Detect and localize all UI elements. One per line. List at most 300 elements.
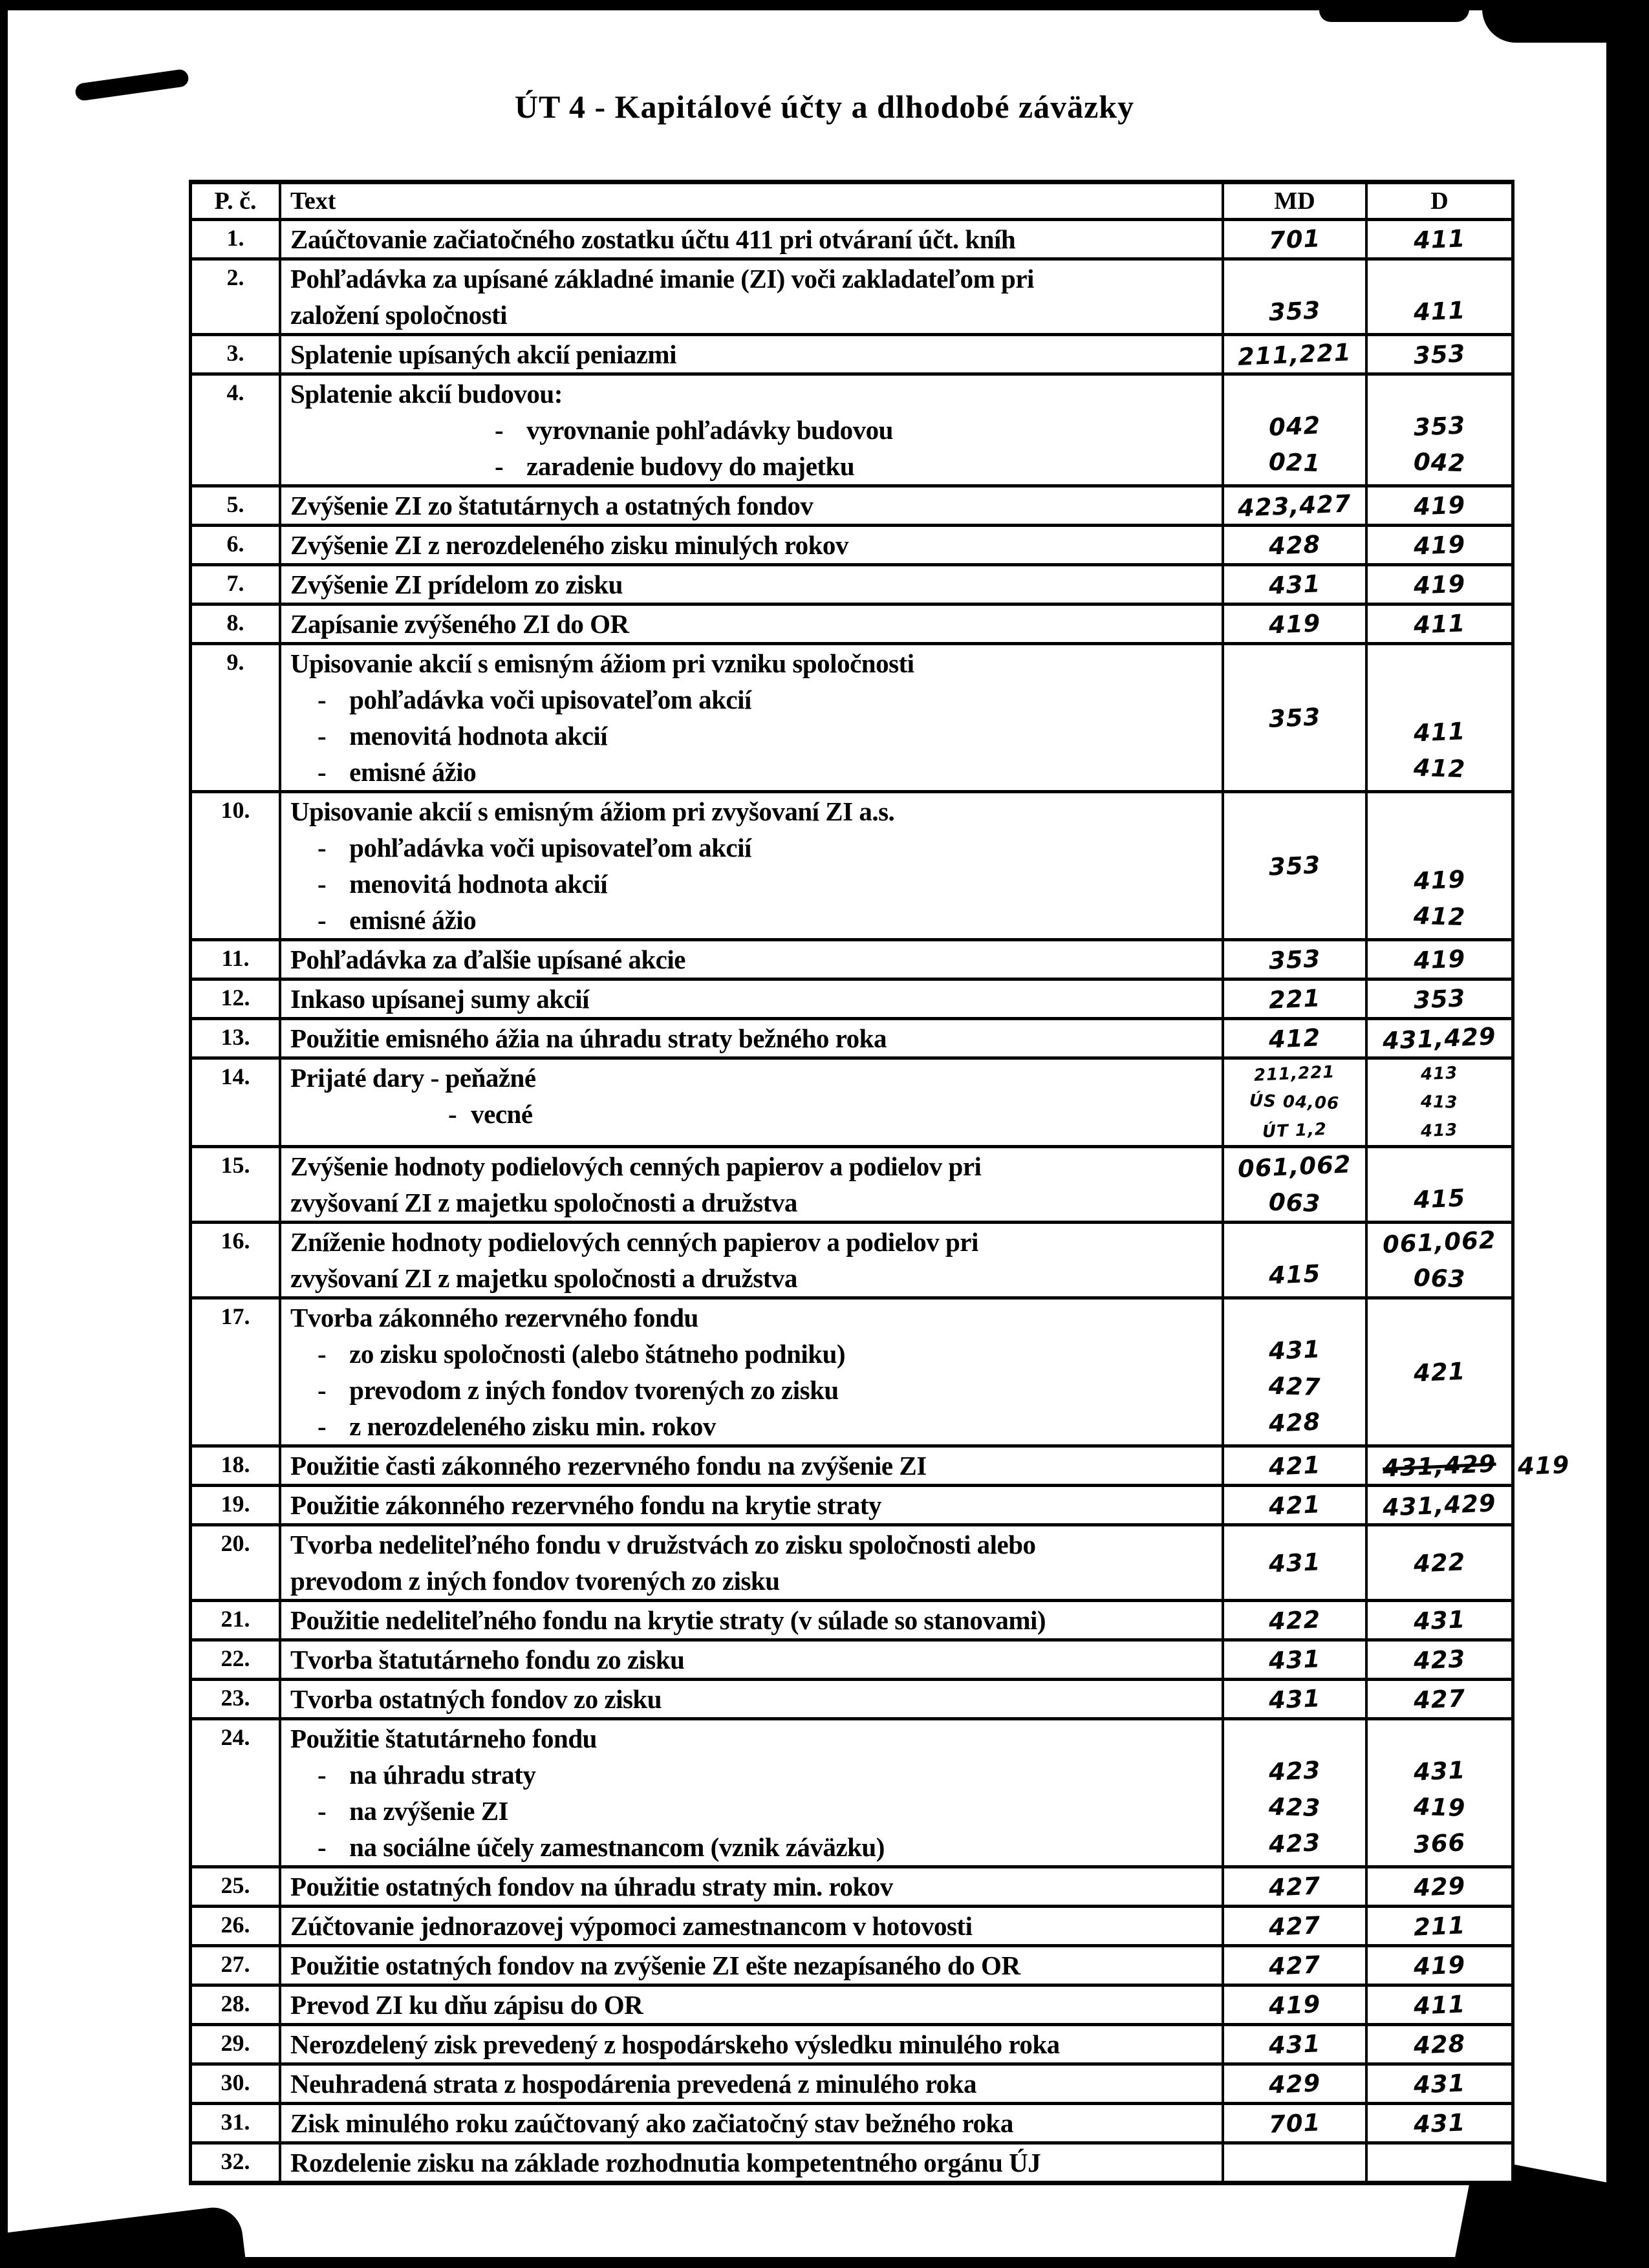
md-value: 415 bbox=[1267, 1259, 1322, 1290]
d-value: 419 bbox=[1412, 864, 1467, 895]
md-value: 429 bbox=[1267, 2068, 1322, 2099]
d-value: 422 bbox=[1412, 1547, 1467, 1578]
d-cell bbox=[1368, 645, 1511, 790]
d-value: 366 bbox=[1412, 1828, 1467, 1859]
row-number: 19. bbox=[192, 1487, 281, 1523]
table-row bbox=[192, 1526, 1511, 1602]
table-row bbox=[192, 376, 1511, 487]
text-line-content: Zúčtovanie jednorazovej výpomoci zamestnancom v hotovosti bbox=[290, 1910, 973, 1941]
d-cell bbox=[1368, 1642, 1511, 1678]
d-cell bbox=[1368, 566, 1511, 603]
text-line-content: Pohľadávka za upísané základné imanie (ZI) voči zakladateľom pri bbox=[290, 263, 1034, 294]
d-cell bbox=[1368, 221, 1511, 257]
text-line bbox=[281, 412, 1216, 448]
row-text-cell bbox=[281, 1908, 1224, 1944]
header-d: D bbox=[1430, 187, 1449, 215]
table-row bbox=[192, 2145, 1511, 2181]
table-row bbox=[192, 1060, 1511, 1148]
md-value: 427 bbox=[1267, 1950, 1322, 1981]
d-cell bbox=[1368, 487, 1511, 524]
d-cell bbox=[1368, 1487, 1511, 1523]
md-value: 427 bbox=[1267, 1871, 1322, 1902]
text-line-content: prevodom z iných fondov tvorených zo zisku bbox=[290, 1565, 780, 1596]
row-text-cell bbox=[281, 2145, 1224, 2181]
d-value: 061,062 bbox=[1382, 1225, 1497, 1259]
text-line-content: emisné ážio bbox=[349, 904, 477, 935]
text-line-content: Zisk minulého roku zaúčtovaný ako začiatočný stav bežného roka bbox=[290, 2108, 1013, 2138]
text-line bbox=[281, 2066, 1216, 2102]
text-line bbox=[281, 1720, 1216, 1757]
row-number: 22. bbox=[192, 1642, 281, 1678]
row-text-cell bbox=[281, 1947, 1224, 1984]
md-value: 431 bbox=[1267, 2029, 1322, 2060]
md-value: 431 bbox=[1267, 569, 1322, 600]
text-line-content: zvyšovaní ZI z majetku spoločnosti a družstva bbox=[290, 1187, 797, 1217]
text-line-content: pohľadávka voči upisovateľom akcií bbox=[349, 684, 751, 714]
text-line-content: Zapísanie zvýšeného ZI do OR bbox=[290, 608, 629, 639]
md-value: 221 bbox=[1267, 983, 1322, 1014]
d-value: 431 bbox=[1412, 1605, 1467, 1636]
table-row bbox=[192, 1148, 1511, 1224]
text-line bbox=[281, 2145, 1216, 2181]
md-cell bbox=[1224, 2026, 1368, 2062]
d-value: 431,429 bbox=[1382, 1449, 1497, 1482]
md-cell bbox=[1224, 1148, 1368, 1221]
text-line bbox=[281, 981, 1216, 1017]
md-value: 061,062 bbox=[1237, 1150, 1352, 1183]
text-line-content: z nerozdeleného zisku min. rokov bbox=[349, 1411, 716, 1441]
table-row bbox=[192, 2026, 1511, 2066]
d-value: 412 bbox=[1413, 901, 1466, 931]
row-text-cell bbox=[281, 1642, 1224, 1678]
row-number: 24. bbox=[192, 1720, 281, 1865]
row-number: 30. bbox=[192, 2066, 281, 2102]
table-row bbox=[192, 606, 1511, 645]
d-value: 419 bbox=[1412, 490, 1467, 521]
text-line bbox=[281, 1336, 1216, 1372]
accounts-table bbox=[189, 180, 1570, 2185]
row-number: 18. bbox=[192, 1448, 281, 1484]
row-text-cell bbox=[281, 1681, 1224, 1717]
table-row bbox=[192, 1947, 1511, 1987]
text-line-content: Zvýšenie hodnoty podielových cenných papierov a podielov pri bbox=[290, 1151, 982, 1181]
md-cell bbox=[1224, 941, 1368, 978]
scan-edge-left bbox=[0, 0, 8, 2268]
row-text-cell bbox=[281, 336, 1224, 372]
text-line-content: vecné bbox=[471, 1098, 533, 1129]
row-number: 28. bbox=[192, 1987, 281, 2023]
table-row bbox=[192, 221, 1511, 261]
row-number: 1. bbox=[192, 221, 281, 257]
d-value: 042 bbox=[1413, 447, 1466, 477]
row-text-cell bbox=[281, 487, 1224, 524]
text-line-content: Prevod ZI ku dňu zápisu do OR bbox=[290, 1989, 643, 2020]
md-cell bbox=[1224, 2066, 1368, 2102]
d-cell bbox=[1368, 1224, 1511, 1296]
text-line bbox=[281, 221, 1216, 257]
text-line bbox=[281, 902, 1216, 938]
text-line bbox=[281, 1642, 1216, 1678]
text-line-content: emisné ážio bbox=[349, 756, 477, 787]
d-value: 431 bbox=[1412, 2068, 1467, 2099]
row-text-cell bbox=[281, 1526, 1224, 1599]
text-line-content: zaradenie budovy do majetku bbox=[526, 451, 855, 481]
text-line bbox=[281, 718, 1216, 754]
table-row bbox=[192, 793, 1511, 941]
text-line bbox=[281, 376, 1216, 412]
text-line bbox=[281, 1448, 1216, 1484]
table-row bbox=[192, 1868, 1511, 1908]
d-cell bbox=[1368, 2145, 1511, 2181]
text-line-content: Použitie štatutárneho fondu bbox=[290, 1723, 597, 1753]
text-line-content: Upisovanie akcií s emisným ážiom pri vzniku spoločnosti bbox=[290, 648, 914, 678]
row-text-cell bbox=[281, 2066, 1224, 2102]
header-num: P. č. bbox=[192, 184, 281, 218]
md-value: 431 bbox=[1267, 1644, 1322, 1675]
d-cell bbox=[1368, 941, 1511, 978]
md-value: 021 bbox=[1268, 447, 1321, 477]
table-row bbox=[192, 261, 1511, 336]
md-value: 701 bbox=[1267, 2108, 1322, 2139]
table-row bbox=[192, 2066, 1511, 2105]
md-value: 421 bbox=[1267, 1450, 1322, 1481]
row-number: 31. bbox=[192, 2105, 281, 2141]
text-line-content: vyrovnanie pohľadávky budovou bbox=[526, 414, 893, 445]
d-cell bbox=[1368, 1720, 1511, 1865]
d-cell bbox=[1368, 2105, 1511, 2141]
row-text-cell bbox=[281, 1060, 1224, 1145]
md-cell bbox=[1224, 1448, 1368, 1484]
table-row bbox=[192, 336, 1511, 376]
row-number: 17. bbox=[192, 1300, 281, 1444]
bullet-dash: - bbox=[318, 1832, 327, 1862]
row-text-cell bbox=[281, 2026, 1224, 2062]
text-line-content: Použitie ostatných fondov na zvýšenie ZI ešte nezapísaného do OR bbox=[290, 1950, 1020, 1980]
md-cell bbox=[1224, 566, 1368, 603]
table-row bbox=[192, 981, 1511, 1020]
d-cell bbox=[1368, 606, 1511, 642]
d-value: 428 bbox=[1412, 2029, 1467, 2060]
row-number: 7. bbox=[192, 566, 281, 603]
d-value: 412 bbox=[1413, 753, 1466, 783]
row-text-cell bbox=[281, 376, 1224, 484]
md-value: 428 bbox=[1267, 1407, 1322, 1438]
text-line bbox=[281, 1829, 1216, 1865]
text-line bbox=[281, 866, 1216, 902]
text-line bbox=[281, 793, 1216, 829]
table-header-row bbox=[192, 184, 1511, 221]
row-number: 12. bbox=[192, 981, 281, 1017]
row-number: 20. bbox=[192, 1526, 281, 1599]
md-value: 431 bbox=[1267, 1684, 1322, 1715]
row-text-cell bbox=[281, 1602, 1224, 1638]
d-value: 423 bbox=[1412, 1644, 1467, 1675]
md-value: 422 bbox=[1267, 1605, 1322, 1636]
text-line-content: na sociálne účely zamestnancom (vznik záväzku) bbox=[349, 1832, 885, 1862]
row-number: 8. bbox=[192, 606, 281, 642]
text-line-content: založení spoločnosti bbox=[290, 299, 508, 330]
text-line-content: Neuhradená strata z hospodárenia prevedená z minulého roka bbox=[290, 2068, 976, 2099]
table-row bbox=[192, 645, 1511, 793]
text-line-content: Pohľadávka za ďalšie upísané akcie bbox=[290, 944, 685, 974]
md-cell bbox=[1224, 645, 1368, 790]
text-line bbox=[281, 829, 1216, 866]
scan-edge-top-bump bbox=[1319, 0, 1469, 22]
text-line bbox=[281, 1526, 1216, 1563]
md-cell bbox=[1224, 1602, 1368, 1638]
text-line-content: Tvorba ostatných fondov zo zisku bbox=[290, 1684, 662, 1714]
text-line-content: Splatenie akcií budovou: bbox=[290, 378, 563, 409]
row-number: 11. bbox=[192, 941, 281, 978]
text-line-content: Použitie emisného ážia na úhradu straty bežného roka bbox=[290, 1023, 887, 1053]
md-value: 353 bbox=[1267, 850, 1322, 881]
row-number: 15. bbox=[192, 1148, 281, 1221]
text-line bbox=[281, 297, 1216, 333]
text-line bbox=[281, 336, 1216, 372]
d-cell bbox=[1368, 2066, 1511, 2102]
row-number: 2. bbox=[192, 261, 281, 333]
table-row bbox=[192, 1224, 1511, 1300]
text-line-content: Inkaso upísanej sumy akcií bbox=[290, 983, 590, 1014]
row-number: 27. bbox=[192, 1947, 281, 1984]
text-line bbox=[281, 1868, 1216, 1905]
table-row bbox=[192, 2105, 1511, 2145]
bullet-dash: - bbox=[318, 720, 327, 751]
row-text-cell bbox=[281, 1448, 1224, 1484]
row-text-cell bbox=[281, 793, 1224, 938]
table-row bbox=[192, 1720, 1511, 1868]
d-value: 431,429 bbox=[1382, 1022, 1497, 1055]
text-line bbox=[281, 1757, 1216, 1793]
bullet-dash: - bbox=[318, 832, 327, 862]
d-cell bbox=[1368, 1020, 1511, 1056]
text-line bbox=[281, 1260, 1216, 1296]
md-value: 423 bbox=[1267, 1828, 1322, 1859]
text-line bbox=[281, 1602, 1216, 1638]
d-cell bbox=[1368, 1602, 1511, 1638]
text-line bbox=[281, 681, 1216, 718]
row-number: 13. bbox=[192, 1020, 281, 1056]
d-cell bbox=[1368, 1526, 1511, 1599]
d-value: 413 bbox=[1420, 1063, 1459, 1085]
row-text-cell bbox=[281, 1987, 1224, 2023]
row-text-cell bbox=[281, 981, 1224, 1017]
md-cell bbox=[1224, 527, 1368, 563]
text-line-content: Tvorba štatutárneho fondu zo zisku bbox=[290, 1644, 685, 1674]
md-cell bbox=[1224, 261, 1368, 333]
scan-edge-right bbox=[1606, 0, 1649, 2268]
text-line bbox=[281, 1947, 1216, 1984]
table-row bbox=[192, 1487, 1511, 1526]
md-value: 427 bbox=[1267, 1910, 1322, 1942]
bullet-dash: - bbox=[318, 1795, 327, 1826]
d-cell bbox=[1368, 1908, 1511, 1944]
row-text-cell bbox=[281, 606, 1224, 642]
md-cell bbox=[1224, 1300, 1368, 1444]
text-line bbox=[281, 941, 1216, 978]
text-line-content: Zníženie hodnoty podielových cenných papierov a podielov pri bbox=[290, 1226, 978, 1257]
d-cell bbox=[1368, 1681, 1511, 1717]
d-value: 431,429 bbox=[1382, 1488, 1497, 1522]
d-value: 413 bbox=[1420, 1092, 1459, 1113]
text-line-content: Použitie časti zákonného rezervného fondu na zvýšenie ZI bbox=[290, 1450, 927, 1481]
row-number: 6. bbox=[192, 527, 281, 563]
md-value: 431 bbox=[1267, 1547, 1322, 1578]
table-row bbox=[192, 941, 1511, 981]
d-value: 415 bbox=[1412, 1183, 1467, 1214]
text-line-content: Prijaté dary - peňažné bbox=[290, 1062, 536, 1093]
d-value: 419 bbox=[1412, 530, 1467, 561]
row-text-cell bbox=[281, 1868, 1224, 1905]
text-line bbox=[281, 1563, 1216, 1599]
text-line bbox=[281, 1020, 1216, 1056]
d-correction-note: 419 bbox=[1517, 1451, 1570, 1481]
bullet-dash: - bbox=[495, 451, 504, 481]
md-value: 701 bbox=[1267, 224, 1322, 255]
d-cell bbox=[1368, 1947, 1511, 1984]
text-line bbox=[281, 1408, 1216, 1444]
text-line-content: Rozdelenie zisku na základe rozhodnutia kompetentného orgánu ÚJ bbox=[290, 2147, 1041, 2177]
d-value: 429 bbox=[1412, 1871, 1467, 1902]
md-cell bbox=[1224, 606, 1368, 642]
md-value: 353 bbox=[1267, 295, 1322, 326]
table-row bbox=[192, 1642, 1511, 1681]
row-number: 3. bbox=[192, 336, 281, 372]
bullet-dash: - bbox=[318, 1338, 327, 1369]
table-row bbox=[192, 1908, 1511, 1947]
text-line-content: Zvýšenie ZI prídelom zo zisku bbox=[290, 569, 623, 599]
text-line bbox=[281, 1060, 1216, 1096]
md-cell bbox=[1224, 1642, 1368, 1678]
text-line bbox=[281, 754, 1216, 790]
header-text: Text bbox=[281, 184, 1224, 218]
text-line bbox=[281, 645, 1216, 681]
text-line bbox=[281, 2105, 1216, 2141]
text-line-content: Zvýšenie ZI zo štatutárnych a ostatných fondov bbox=[290, 490, 814, 520]
text-line bbox=[281, 2026, 1216, 2062]
bullet-dash: - bbox=[448, 1098, 457, 1129]
table-row bbox=[192, 1300, 1511, 1448]
d-value: 353 bbox=[1412, 983, 1467, 1014]
bullet-dash: - bbox=[495, 414, 504, 445]
table-row bbox=[192, 487, 1511, 527]
md-value: 423,427 bbox=[1237, 489, 1352, 522]
text-line-content: Upisovanie akcií s emisným ážiom pri zvyšovaní ZI a.s. bbox=[290, 796, 895, 826]
md-cell bbox=[1224, 1060, 1368, 1145]
md-value: 211,221 bbox=[1237, 337, 1352, 371]
text-line bbox=[281, 1987, 1216, 2023]
d-value: 413 bbox=[1420, 1120, 1459, 1142]
d-value: 431 bbox=[1412, 2108, 1467, 2139]
text-line bbox=[281, 606, 1216, 642]
d-cell bbox=[1368, 261, 1511, 333]
md-value: 421 bbox=[1267, 1490, 1322, 1521]
row-text-cell bbox=[281, 1300, 1224, 1444]
text-line bbox=[281, 566, 1216, 603]
text-line-content: Tvorba zákonného rezervného fondu bbox=[290, 1302, 698, 1332]
row-text-cell bbox=[281, 645, 1224, 790]
bullet-dash: - bbox=[318, 1411, 327, 1441]
row-text-cell bbox=[281, 1487, 1224, 1523]
text-line bbox=[281, 1184, 1216, 1221]
md-value: 063 bbox=[1268, 1188, 1321, 1217]
row-number: 21. bbox=[192, 1602, 281, 1638]
table-row bbox=[192, 1448, 1570, 1487]
row-text-cell bbox=[281, 261, 1224, 333]
row-number: 25. bbox=[192, 1868, 281, 1905]
md-cell bbox=[1224, 1487, 1368, 1523]
table-row bbox=[192, 566, 1511, 606]
md-cell bbox=[1224, 2105, 1368, 2141]
text-line-content: Splatenie upísaných akcií peniazmi bbox=[290, 339, 676, 369]
d-value: 419 bbox=[1412, 944, 1467, 975]
d-value: 411 bbox=[1412, 295, 1467, 326]
text-line bbox=[281, 1372, 1216, 1408]
d-cell bbox=[1368, 981, 1511, 1017]
md-cell bbox=[1224, 1868, 1368, 1905]
d-value: 421 bbox=[1412, 1356, 1467, 1387]
text-line bbox=[281, 1224, 1216, 1260]
md-value: 431 bbox=[1267, 1334, 1322, 1365]
scan-smudge-bottom-left bbox=[0, 2204, 246, 2268]
text-line bbox=[281, 1681, 1216, 1717]
d-value: 411 bbox=[1412, 1989, 1467, 2020]
bullet-dash: - bbox=[318, 868, 327, 899]
row-text-cell bbox=[281, 941, 1224, 978]
table-row bbox=[192, 1987, 1511, 2026]
row-number: 9. bbox=[192, 645, 281, 790]
md-cell bbox=[1224, 487, 1368, 524]
header-md: MD bbox=[1224, 184, 1368, 218]
row-text-cell bbox=[281, 2105, 1224, 2141]
d-cell bbox=[1368, 1148, 1511, 1221]
text-line-content: menovitá hodnota akcií bbox=[349, 868, 608, 899]
d-cell bbox=[1368, 527, 1511, 563]
text-line-content: zvyšovaní ZI z majetku spoločnosti a družstva bbox=[290, 1263, 797, 1293]
text-line-content: na zvýšenie ZI bbox=[349, 1795, 509, 1826]
d-cell bbox=[1368, 1300, 1511, 1444]
bullet-dash: - bbox=[318, 1375, 327, 1405]
md-cell bbox=[1224, 1947, 1368, 1984]
row-text-cell bbox=[281, 527, 1224, 563]
d-value: 353 bbox=[1412, 339, 1467, 370]
table-row bbox=[192, 1681, 1511, 1720]
text-line-content: Použitie ostatných fondov na úhradu straty min. rokov bbox=[290, 1871, 893, 1901]
row-number: 4. bbox=[192, 376, 281, 484]
d-value: 419 bbox=[1413, 1792, 1466, 1822]
md-value: 412 bbox=[1267, 1023, 1322, 1054]
text-line bbox=[281, 1148, 1216, 1184]
text-line-content: pohľadávka voči upisovateľom akcií bbox=[349, 832, 751, 862]
table-row bbox=[192, 1020, 1511, 1060]
d-value: 411 bbox=[1412, 224, 1467, 255]
table-row bbox=[192, 527, 1511, 566]
md-cell bbox=[1224, 221, 1368, 257]
text-line bbox=[281, 261, 1216, 297]
bullet-dash: - bbox=[318, 684, 327, 714]
md-value: ÚS 04,06 bbox=[1249, 1091, 1340, 1114]
scan-edge-bottom bbox=[0, 2257, 1649, 2268]
d-value: 419 bbox=[1412, 569, 1467, 600]
text-line-content: zo zisku spoločnosti (alebo štátneho podniku) bbox=[349, 1338, 846, 1369]
md-cell bbox=[1224, 1987, 1368, 2023]
row-number: 26. bbox=[192, 1908, 281, 1944]
d-cell bbox=[1368, 1868, 1511, 1905]
md-value: 042 bbox=[1267, 411, 1322, 442]
row-number: 32. bbox=[192, 2145, 281, 2181]
text-line bbox=[281, 1096, 1216, 1132]
md-value: 353 bbox=[1267, 702, 1322, 733]
